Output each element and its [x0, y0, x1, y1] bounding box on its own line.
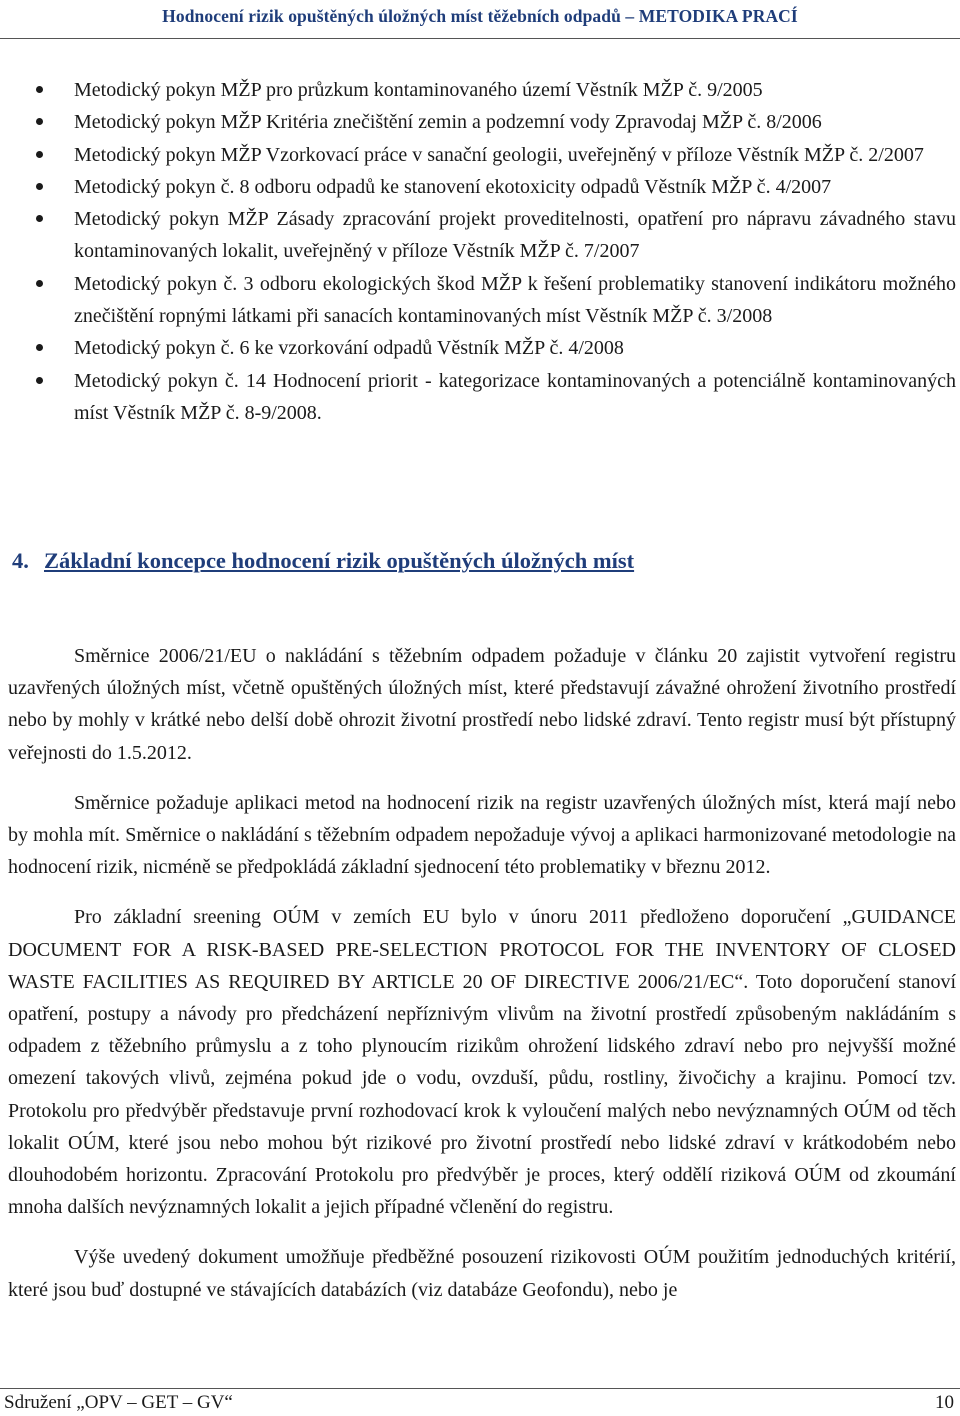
bullet-icon — [36, 86, 43, 93]
list-item — [36, 332, 956, 364]
paragraph: Pro základní sreening OÚM v zemích EU bylo v únoru 2011 předloženo doporučení „GUIDANCE DOCUMENT FOR A RISK-BASED PRE-SELECTION PROTOCOL FOR THE INVENTORY OF CLOSED WASTE FACILITIES AS REQUIRED BY ARTICLE 20 OF DIRECTIVE 2006/21/EC“. Toto doporučení stanoví opatření, postupy a návody pro předcházení nepříznivým vlivům na životní prostředí způsobeným nakládáním s odpadem z těžebního průmyslu a z toho plynoucím rizikům ohrožení lidského zdraví nebo pro nejvyšší možné omezení takových vlivů, zejména pokud jde o vodu, ovzduší, půdu, rostliny, živočichy a krajinu. Pomocí tzv. Protokolu pro předvýběr představuje první rozhodovací krok k vyloučení malých nebo nevýznamných OÚM od těch lokalit OÚM, které jsou nebo mohou být rizikové pro životní prostředí nebo lidské zdraví v krátkodobém nebo dlouhodobém horizontu. Zpracování Protokolu pro předvýběr je proces, který oddělí riziková OÚM od zkoumání mnoha dalších nevýznamných lokalit a jejich případné včlenění do registru. — [8, 906, 956, 1219]
list-item — [36, 268, 956, 333]
list-item — [36, 106, 956, 138]
bullet-icon — [36, 118, 43, 125]
page-number: 10 — [935, 1392, 954, 1413]
list-item-text: Metodický pokyn MŽP Vzorkovací práce v sanační geologii, uveřejněný v příloze Věstník MŽP č. 2/2007 — [74, 143, 924, 166]
list-item — [36, 139, 956, 171]
bullet-icon — [36, 151, 43, 158]
footer-divider — [0, 1388, 960, 1389]
list-item-text: Metodický pokyn č. 3 odboru ekologických škod MŽP k řešení problematiky stanovení indikátoru možného znečištění ropnými látkami při sanacích kontaminovaných míst Věstník MŽP č. 3/2008 — [74, 272, 956, 328]
bullet-icon — [36, 344, 43, 351]
list-item — [36, 74, 956, 106]
list-item-text: Metodický pokyn č. 8 odboru odpadů ke stanovení ekotoxicity odpadů Věstník MŽP č. 4/2007 — [74, 175, 832, 198]
reference-list — [36, 74, 956, 429]
bullet-icon — [36, 280, 43, 287]
list-item — [36, 171, 956, 203]
list-item-text: Metodický pokyn č. 14 Hodnocení priorit - kategorizace kontaminovaných a potenciálně kontaminovaných míst Věstník MŽP č. 8-9/2008. — [74, 369, 956, 424]
footer-organization: Sdružení „OPV – GET – GV“ — [4, 1392, 233, 1413]
section-heading — [12, 548, 634, 574]
list-item-text: Metodický pokyn MŽP pro průzkum kontaminovaného území Věstník MŽP č. 9/2005 — [74, 79, 763, 101]
section-title: Základní koncepce hodnocení rizik opuštěných úložných míst — [44, 548, 635, 573]
bullet-icon — [36, 183, 43, 190]
paragraph: Směrnice požaduje aplikaci metod na hodnocení rizik na registr uzavřených úložných míst, která mají nebo by mohla mít. Směrnice o nakládání s těžebním odpadem nepožaduje vývoj a aplikaci harmonizované metodologie na hodnocení rizik, nicméně se předpokládá základní sjednocení této problematiky v březnu 2012. — [8, 791, 956, 879]
body-text — [8, 640, 956, 1324]
list-item-text: Metodický pokyn MŽP Zásady zpracování projekt proveditelnosti, opatření pro nápravu závadného stavu kontaminovaných lokalit, uveřejněný v příloze Věstník MŽP č. 7/2007 — [74, 208, 956, 263]
list-item — [36, 365, 956, 430]
header-divider — [0, 38, 960, 39]
bullet-icon — [36, 377, 43, 384]
page-header: Hodnocení rizik opuštěných úložných míst těžebních odpadů – METODIKA PRACÍ — [162, 6, 798, 26]
list-item-text: Metodický pokyn MŽP Kritéria znečištění zemin a podzemní vody Zpravodaj MŽP č. 8/2006 — [74, 111, 822, 134]
paragraph: Směrnice 2006/21/EU o nakládání s těžebním odpadem požaduje v článku 20 zajistit vytvoření registru uzavřených úložných míst, včetně opuštěných úložných míst, které představují závažné ohrožení životního prostředí nebo by mohly v krátké nebo delší době ohrozit životní prostředí nebo lidské zdraví. Tento registr musí být přístupný veřejnosti do 1.5.2012. — [8, 645, 956, 764]
bullet-icon — [36, 215, 43, 222]
list-item — [36, 203, 956, 268]
section-number: 4. — [12, 548, 29, 573]
paragraph: Výše uvedený dokument umožňuje předběžné posouzení rizikovosti OÚM použitím jednoduchých kritérií, které jsou buď dostupné ve stávajících databázích (viz databáze Geofondu), nebo je — [8, 1246, 956, 1301]
list-item-text: Metodický pokyn č. 6 ke vzorkování odpadů Věstník MŽP č. 4/2008 — [74, 337, 624, 360]
